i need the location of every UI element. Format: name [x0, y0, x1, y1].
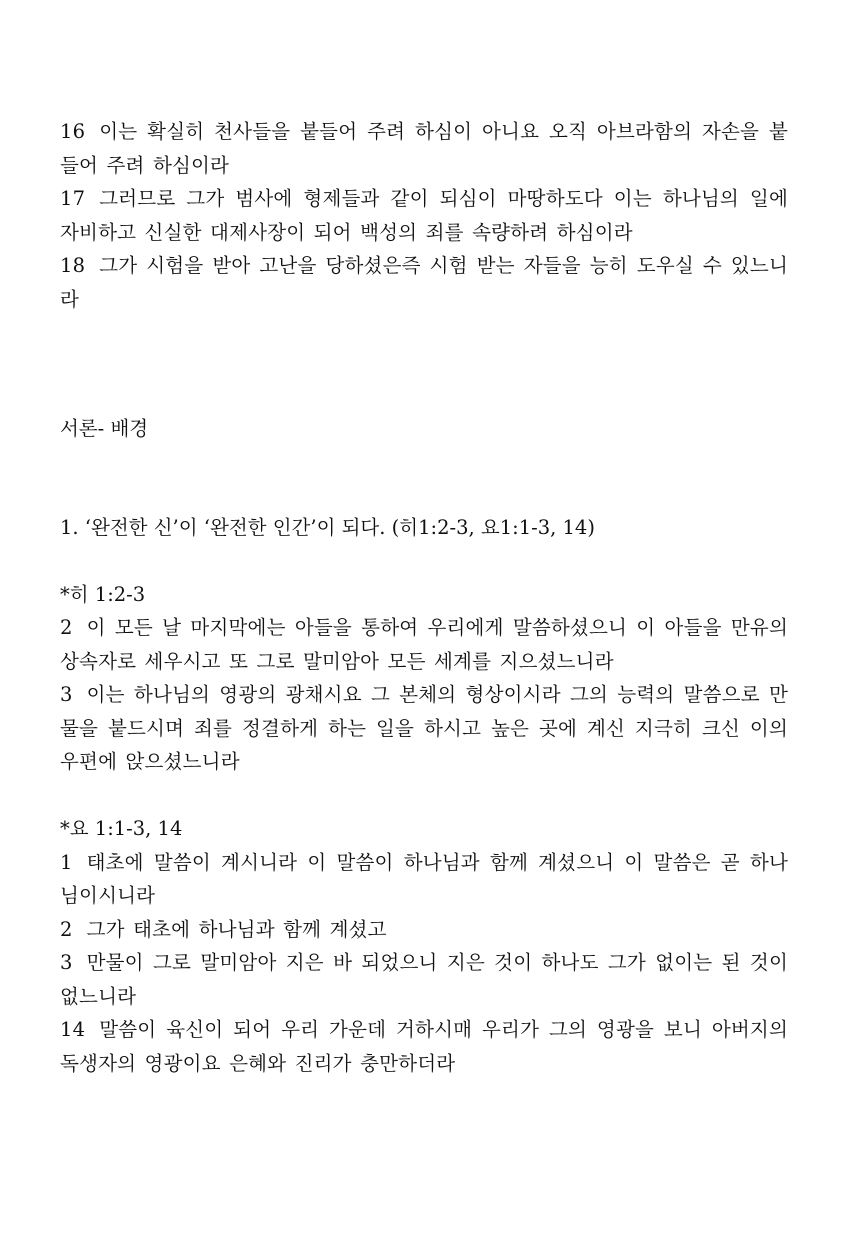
- john-verse-14: [60, 1013, 788, 1080]
- point-heading: 1. ‘완전한 신’이 ‘완전한 인간’이 되다. (히1:2-3, 요1:1-3, 14): [60, 515, 595, 539]
- spacer: [60, 544, 788, 578]
- verse-17: [60, 182, 788, 249]
- hebrews-verse-2: [60, 611, 788, 678]
- john-verse-3: [60, 946, 788, 1013]
- verse-text: 말씀이 육신이 되어 우리 가운데 거하시매 우리가 그의 영광을 보니 아버지의 독생자의 영광이요 은혜와 진리가 충만하더라: [60, 1018, 788, 1075]
- verse-text: 그러므로 그가 범사에 형제들과 같이 되심이 마땅하도다 이는 하나님의 일에 자비하고 신실한 대제사장이 되어 백성의 죄를 속량하려 하심이라: [60, 187, 788, 244]
- verse-18: [60, 249, 788, 316]
- spacer: [60, 446, 788, 511]
- verse-number: 16: [60, 120, 86, 143]
- verse-16: [60, 115, 788, 182]
- spacer: [60, 316, 788, 412]
- verse-number: 14: [60, 1018, 86, 1041]
- verse-text: 이는 하나님의 영광의 광채시요 그 본체의 형상이시라 그의 능력의 말씀으로 만물을 붙드시며 죄를 정결하게 하는 일을 하시고 높은 곳에 계신 지극히 크신 이의 우편에 앉으셨느니라: [60, 683, 788, 773]
- verse-number: 3: [60, 951, 73, 974]
- verse-text: 이는 확실히 천사들을 붙들어 주려 하심이 아니요 오직 아브라함의 자손을 붙들어 주려 하심이라: [60, 120, 788, 177]
- verse-text: 그가 시험을 받아 고난을 당하셨은즉 시험 받는 자들을 능히 도우실 수 있느니라: [60, 254, 788, 311]
- verse-number: 17: [60, 187, 86, 210]
- hebrews-reference: *히 1:2-3: [60, 582, 146, 606]
- john-verse-2: [60, 913, 788, 947]
- verse-text: 태초에 말씀이 계시니라 이 말씀이 하나님과 함께 계셨으니 이 말씀은 곧 하나님이시니라: [60, 850, 788, 907]
- verse-number: 18: [60, 254, 86, 277]
- hebrews-verse-3: [60, 678, 788, 779]
- spacer: [60, 779, 788, 813]
- section-heading: 서론- 배경: [60, 417, 149, 440]
- john-verse-1: [60, 846, 788, 913]
- verse-number: 3: [60, 683, 73, 706]
- verse-number: 1: [60, 850, 73, 874]
- verse-number: 2: [60, 917, 73, 941]
- verse-text: 그가 태초에 하나님과 함께 계셨고: [86, 917, 387, 941]
- verse-number: 2: [60, 616, 73, 639]
- john-reference: *요 1:1-3, 14: [60, 817, 183, 840]
- verse-text: 만물이 그로 말미암아 지은 바 되었으니 지은 것이 하나도 그가 없이는 된 것이 없느니라: [60, 951, 788, 1008]
- verse-text: 이 모든 날 마지막에는 아들을 통하여 우리에게 말씀하셨으니 이 아들을 만유의 상속자로 세우시고 또 그로 말미암아 모든 세계를 지으셨느니라: [60, 616, 788, 673]
